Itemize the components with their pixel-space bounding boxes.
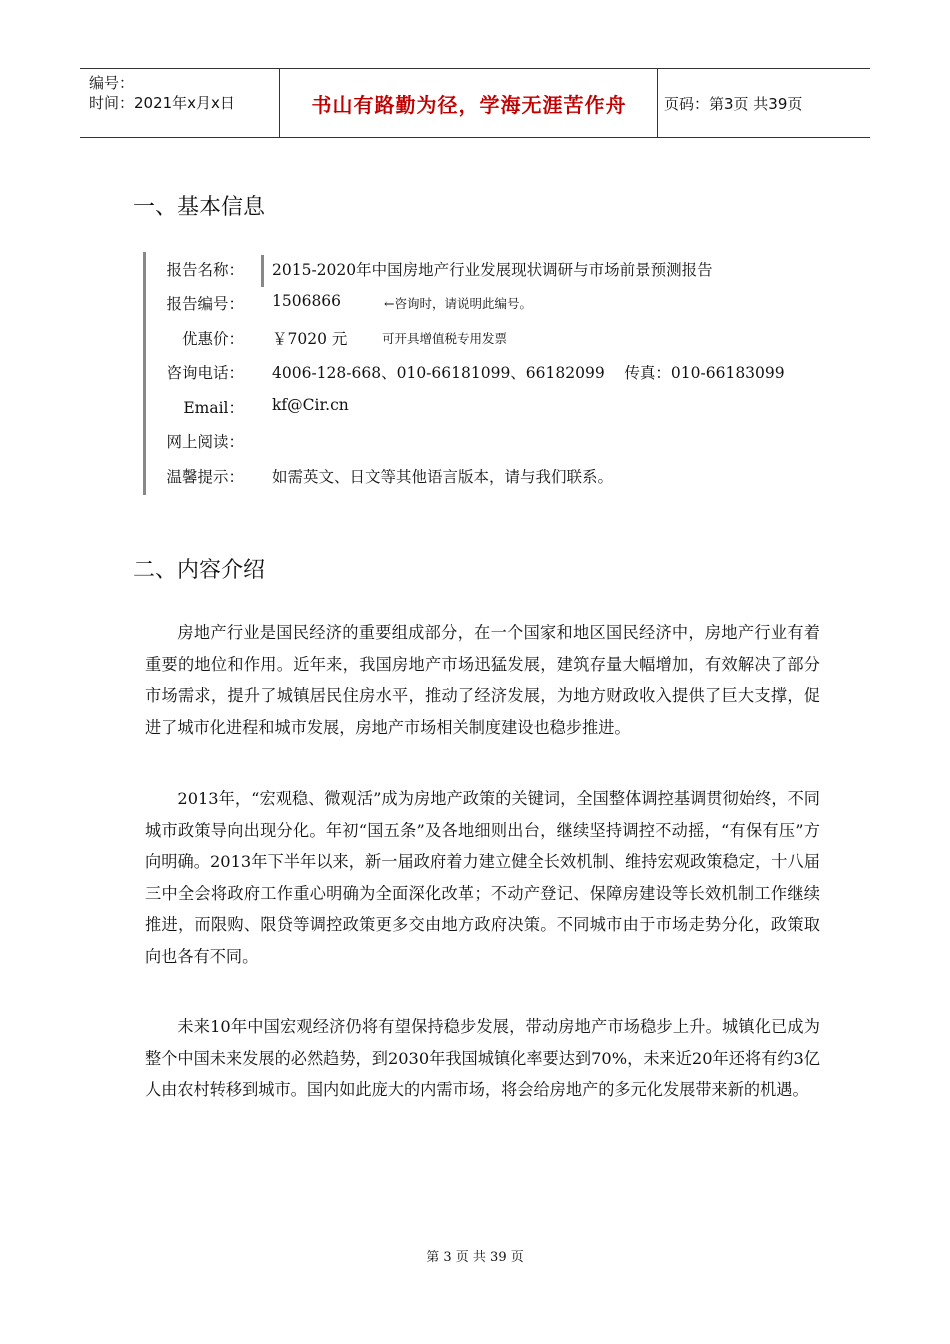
info-label: 温馨提示：: [166, 468, 244, 486]
info-value: 4006-128-668、010-66181099、66182099 传真：010-66183099: [272, 364, 785, 382]
info-value: 如需英文、日文等其他语言版本，请与我们联系。: [272, 468, 614, 486]
header-time-label: 时间：2021年x月x日: [89, 94, 235, 112]
section-title-basic-info: 一、基本信息: [133, 195, 266, 220]
info-label: Email：: [183, 399, 244, 417]
info-value: ￥7020 元: [272, 330, 348, 348]
header-number-label: 编号：: [89, 74, 135, 92]
page-footer: 第 3 页 共 39 页: [426, 1250, 524, 1265]
email-link[interactable]: kf@Cir.cn: [272, 396, 349, 414]
intro-paragraph: 未来10年中国宏观经济仍将有望保持稳步发展，带动房地产市场稳步上升。城镇化已成为整个中国未来发展的必然趋势，到2030年我国城镇化率要达到70%，未来近20年还将有约3亿人由农村转移到城市。国内如此庞大的内需市场，将会给房地产的多元化发展带来新的机遇。: [145, 1017, 820, 1099]
info-label: 咨询电话：: [166, 364, 244, 382]
info-label: 报告名称：: [166, 261, 244, 279]
info-value: 1506866: [272, 292, 342, 310]
info-note: 可开具增值税专用发票: [382, 331, 508, 346]
basic-info-block: [143, 252, 846, 495]
page-header: [80, 68, 870, 138]
info-label: 报告编号：: [166, 295, 244, 313]
header-page-info: 页码：第3页 共39页: [664, 94, 803, 113]
name-divider: [261, 255, 264, 287]
info-note: ←咨询时，请说明此编号。: [384, 296, 532, 311]
intro-paragraph: 2013年，“宏观稳、微观活”成为房地产政策的关键词，全国整体调控基调贯彻始终，不同城市政策导向出现分化。年初“国五条”及各地细则出台，继续坚持调控不动摇，“有保有压”方向明确。2013年下半年以来，新一届政府着力建立健全长效机制、维持宏观政策稳定，十八届三中全会将政府工作重心明确为全面深化改革；不动产登记、保障房建设等长效机制工作继续推进，而限购、限贷等调控政策更多交由地方政府决策。不同城市由于市场走势分化，政策取向也各有不同。: [145, 789, 820, 966]
header-motto: 书山有路勤为径，学海无涯苦作舟: [281, 69, 658, 137]
intro-paragraph: 房地产行业是国民经济的重要组成部分，在一个国家和地区国民经济中，房地产行业有着重要的地位和作用。近年来，我国房地产市场迅猛发展，建筑存量大幅增加，有效解决了部分市场需求，提升了城镇居民住房水平，推动了经济发展，为地方财政收入提供了巨大支撑，促进了城市化进程和城市发展，房地产市场相关制度建设也稳步推进。: [145, 623, 820, 737]
section-title-content-intro: 二、内容介绍: [133, 558, 266, 583]
info-value: 2015-2020年中国房地产行业发展现状调研与市场前景预测报告: [272, 261, 713, 279]
header-meta: [80, 69, 280, 137]
info-label: 网上阅读：: [166, 433, 244, 451]
info-label: 优惠价：: [181, 330, 244, 348]
